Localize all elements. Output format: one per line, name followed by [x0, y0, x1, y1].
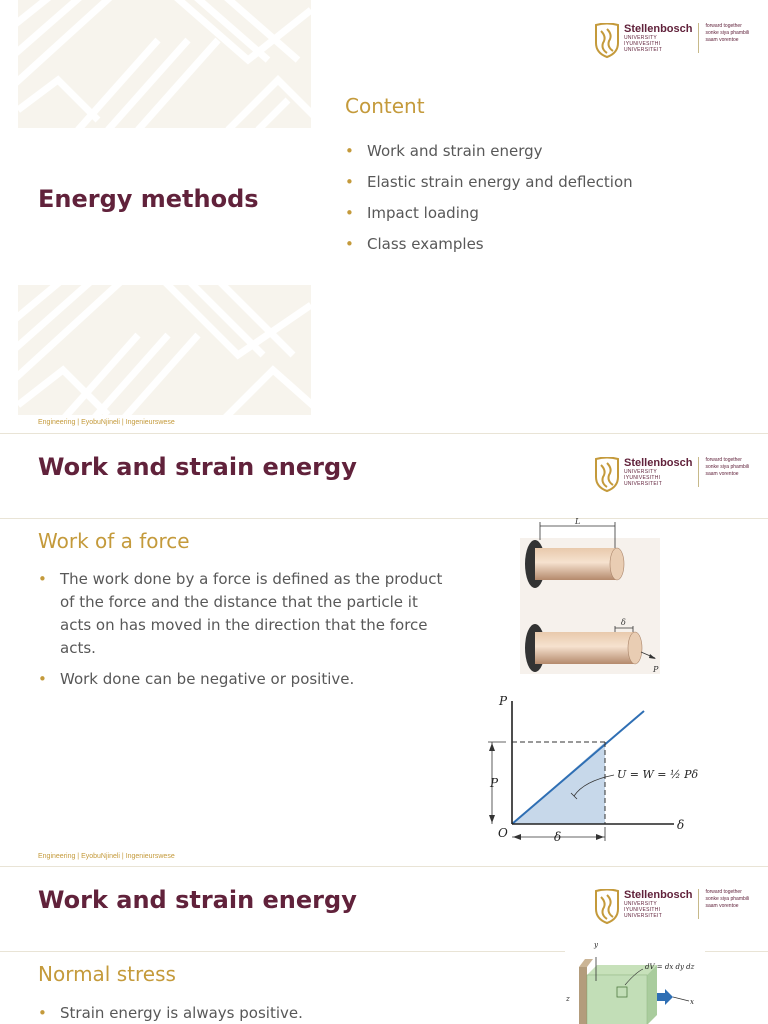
motto-3: saam vorentoe — [705, 37, 739, 43]
motto-1: forward together — [705, 457, 742, 463]
university-name: Stellenbosch — [624, 889, 693, 901]
content-list — [345, 136, 633, 260]
university-sub-2: IYUNIVESITHI — [624, 475, 661, 481]
university-logo — [593, 889, 749, 925]
footer-text: Engineering | EyobuNjineli | Ingenieurswese — [38, 853, 175, 860]
content-heading: Content — [345, 94, 425, 118]
university-sub-3: UNIVERSITEIT — [624, 481, 663, 487]
volume-label: dV = dx dy dz — [645, 963, 695, 971]
origin-label: O — [498, 826, 508, 840]
university-sub-1: UNIVERSITY — [624, 35, 658, 41]
slide-work-force — [0, 433, 768, 866]
slide-title: Energy methods — [38, 185, 259, 213]
university-name: Stellenbosch — [624, 23, 693, 35]
logo-divider — [698, 889, 699, 919]
bullet-item: • Work done can be negative or positive. — [38, 668, 443, 691]
bullet-item: • The work done by a force is defined as the product of the force and the distance that the particle it acts on has moved in the direction that the force acts. — [38, 568, 443, 660]
university-sub-1: UNIVERSITY — [624, 901, 658, 907]
university-sub-2: IYUNIVESITHI — [624, 41, 661, 47]
bullet-list — [38, 568, 443, 699]
motto-2: sonke siya phambili — [705, 464, 750, 470]
university-name: Stellenbosch — [624, 457, 693, 469]
section-subtitle: Normal stress — [38, 962, 176, 986]
content-item: • Work and strain energy — [345, 136, 633, 167]
motto-2: sonke siya phambili — [705, 896, 750, 902]
university-logo — [593, 457, 749, 493]
slide-title: Work and strain energy — [38, 886, 357, 914]
label-delta: δ — [621, 618, 626, 627]
motto-3: saam vorentoe — [705, 903, 739, 909]
bullet-item: • Strain energy is always positive. — [38, 1003, 438, 1023]
content-item: • Elastic strain energy and deflection — [345, 167, 633, 198]
university-sub-1: UNIVERSITY — [624, 469, 658, 475]
y-axis-label: P — [499, 694, 508, 708]
volume-element-figure — [565, 937, 705, 1024]
strain-energy-formula: U = W = ½ Pδ — [617, 768, 699, 781]
label-P: P — [653, 665, 659, 674]
slide-energy-methods — [0, 0, 768, 433]
motto-1: forward together — [705, 889, 742, 895]
slide-normal-stress — [0, 866, 768, 1024]
university-crest-icon — [593, 889, 621, 925]
university-sub-2: IYUNIVESITHI — [624, 907, 661, 913]
bar-elongation-figure — [515, 518, 665, 678]
university-crest-icon — [593, 457, 621, 493]
x-axis-label: δ — [677, 818, 685, 832]
p-dimension-label: P — [490, 776, 499, 790]
university-sub-3: UNIVERSITEIT — [624, 47, 663, 53]
section-subtitle: Work of a force — [38, 529, 190, 553]
y-axis-label: y — [594, 941, 598, 949]
slide-title: Work and strain energy — [38, 453, 357, 481]
university-sub-3: UNIVERSITEIT — [624, 913, 663, 919]
z-axis-label: z — [566, 995, 570, 1003]
logo-divider — [698, 457, 699, 487]
delta-dimension-label: δ — [554, 830, 562, 843]
label-L: L — [575, 518, 581, 526]
motto-2: sonke siya phambili — [705, 30, 750, 36]
content-item: • Impact loading — [345, 198, 633, 229]
university-logo — [593, 23, 749, 59]
footer-text: Engineering | EyobuNjineli | Ingenieurswese — [38, 419, 175, 426]
load-deflection-graph — [484, 691, 699, 843]
university-crest-icon — [593, 23, 621, 59]
motto-1: forward together — [705, 23, 742, 29]
x-axis-label: x — [690, 998, 694, 1006]
decorative-pattern-bottom — [18, 285, 311, 415]
bullet-list — [38, 1003, 438, 1023]
content-item: • Class examples — [345, 229, 633, 260]
decorative-pattern-top — [18, 0, 311, 128]
logo-divider — [698, 23, 699, 53]
motto-3: saam vorentoe — [705, 471, 739, 477]
